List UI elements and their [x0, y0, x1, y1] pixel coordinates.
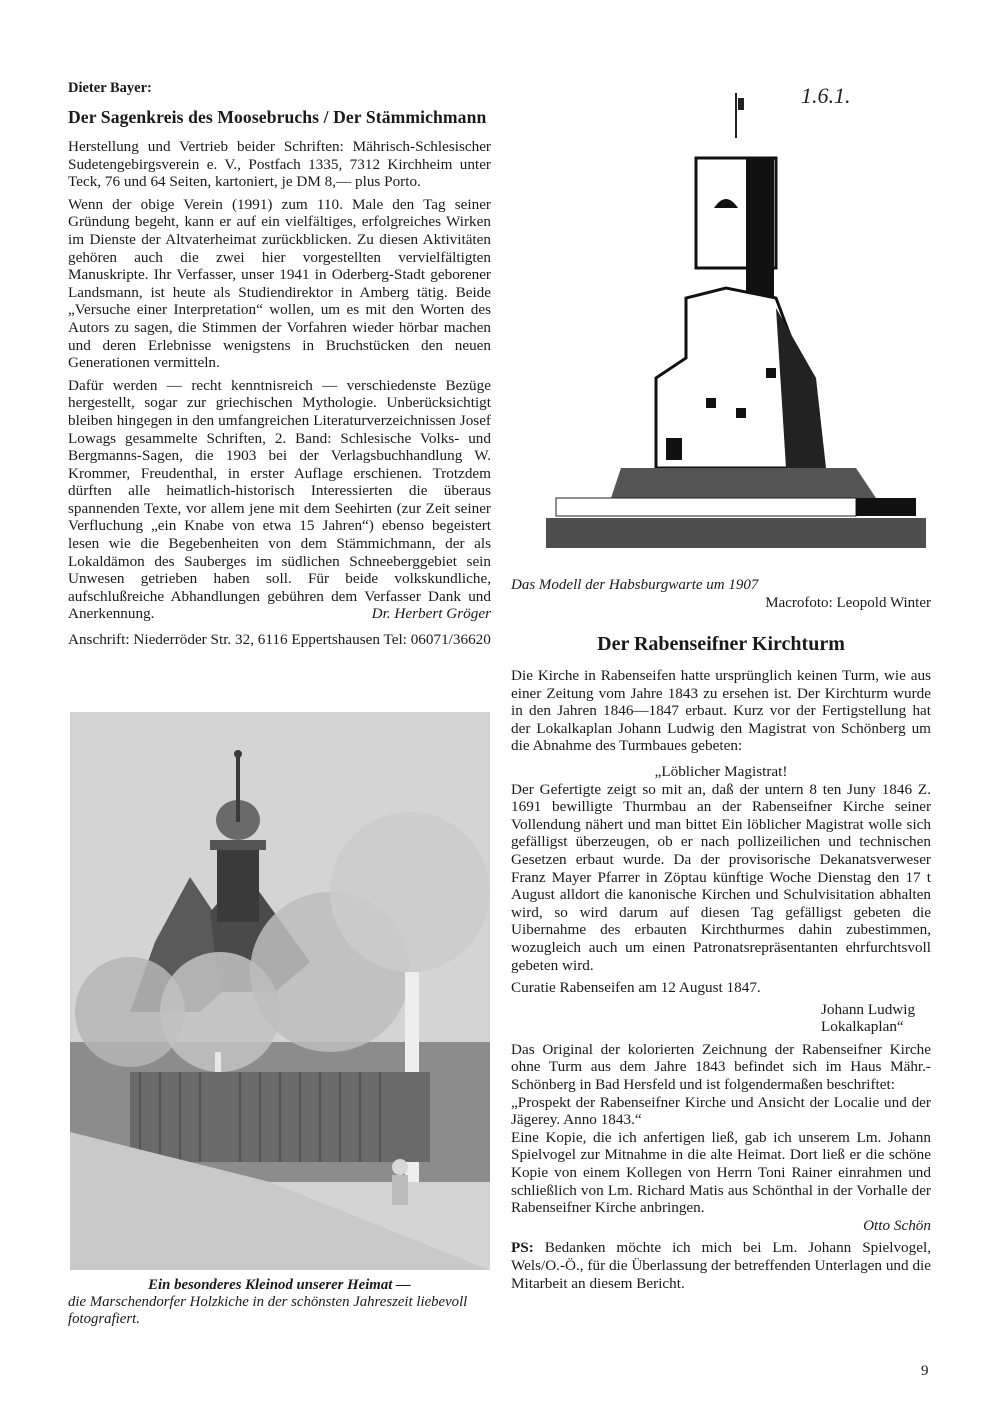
- photo-credit: Macrofoto: Leopold Winter: [765, 595, 931, 611]
- right-photo-caption: [511, 577, 931, 612]
- left-photo-caption: [68, 1277, 491, 1328]
- article-author: Otto Schön: [863, 1216, 931, 1234]
- paragraph-text: Dafür werden — recht kenntnisreich — verschiedenste Bezüge hergestellt, sogar zur griechischen Mythologie. Unberücksichtigt bleiben hingegen in den umfangreichen Literaturverzeichnissen Josef Lowags gesammelte Schriften, 2. Band: Schlesische Volks- und Bergmanns-Sagen, die 1903 bei der Verlagsbuchhandlung W. Krommer, Freudenthal, in erster Auflage erschienen. Trotzdem dürften alle heimatlich-historisch Interessierten die überaus spannenden Texte, vor allem jene mit dem Seehirten (zur Zeit seiner Verfluchung „ein Knabe von etwa 15 Jahren“) ebenso begeistert lesen wie die Begebenheiten von dem Stämmichmann, der als Lokaldämon des Sauberges im südlichen Schneeberggebiet sein Unwesen getrieben haben soll. Für beide volkskundliche, aufschlußreiche Abhandlungen gebühren dem Verfasser Dank und Anerkennung.: [68, 376, 491, 623]
- paragraph: Das Original der kolorierten Zeichnung der Rabenseifner Kirche ohne Turm aus dem Jahre 1843 befindet sich im Haus Mähr.-Schönberg in Bad Hersfeld und ist folgendermaßen beschriftet:: [511, 1040, 931, 1094]
- church-photo-icon: [70, 712, 490, 1270]
- paragraph: [68, 377, 491, 623]
- article-title: Der Rabenseifner Kirchturm: [597, 633, 845, 655]
- letter-body: Der Gefertigte zeigt so mit an, daß der untern 8 ten Juny 1846 Z. 1691 bewilligte Thurmbau an der Rabenseifner Kirche seiner Vollendung nähert und man bittet Ein löblicher Magistrat wolle sich gefälligst überzeugen, ob er nach pollizeilichen und technischen Gesetzen erbaut wurde. Da der provisorische Dekanatsverweser Franz Mayer Pfarrer in Zöptau künftige Woche Dienstag den 17 t August alldort die kanonische Kirchen und Schulvisitation abhalten wird, so wird darum auf diesen Tag gefälligst gebeten die Uibernahme des erbauten Kirchthurmes dahin zubestimmen, wozugleich auch um einen Patronatsrepräsentanten ehrfurchtsvoll gebeten wird.: [511, 780, 931, 974]
- address: Anschrift: Niederröder Str. 32, 6116 Eppertshausen Tel: 06071/36620: [68, 631, 491, 649]
- ps-label: PS:: [511, 1239, 534, 1257]
- paragraph: Die Kirche in Rabenseifen hatte ursprünglich keinen Turm, wie aus einer Zeitung vom Jahre 1843 zu ersehen ist. Der Kirchturm wurde in den Jahren 1846—1847 erbaut. Kurz vor der Fertigstellung hat der Lokalkaplan Johann Ludwig den Magistrat von Schönberg um die Abnahme des Turmbaues gebeten:: [511, 667, 931, 755]
- page-number: 9: [921, 1363, 929, 1379]
- tower-model-photo-icon: [536, 78, 931, 566]
- letter-signature-title: Lokalkaplan“: [821, 1018, 904, 1036]
- caption-title: Ein besonderes Kleinod unserer Heimat —: [148, 1277, 411, 1293]
- reviewer-signature: Dr. Herbert Gröger: [371, 605, 491, 623]
- handwritten-note: 1.6.1.: [801, 83, 851, 108]
- caption-title: Das Modell der Habsburgwarte um 1907: [511, 577, 759, 593]
- letter-signature-name: Johann Ludwig: [821, 1000, 916, 1018]
- letter-salutation: „Löblicher Magistrat!: [654, 762, 788, 780]
- postscript: [511, 1239, 931, 1292]
- ps-text: Bedanken möchte ich mich bei Lm. Johann Spielvogel, Wels/O.-Ö., für die Überlassung der betreffenden Unterlagen und die Mitarbeit an diesem Bericht.: [511, 1239, 931, 1292]
- left-article: [68, 80, 491, 649]
- article-author: Dieter Bayer:: [68, 80, 152, 96]
- article-title: Der Sagenkreis des Moosebruchs / Der Stämmichmann: [68, 107, 487, 127]
- caption-text: die Marschendorfer Holzkiche in der schönsten Jahreszeit liebevoll fotografiert.: [68, 1294, 468, 1327]
- right-article: [511, 667, 931, 1292]
- letter-place-date: Curatie Rabenseifen am 12 August 1847.: [511, 979, 761, 997]
- quote: „Prospekt der Rabenseifner Kirche und Ansicht der Localie und der Jägerey. Anno 1843.“: [511, 1093, 931, 1129]
- paragraph: Eine Kopie, die ich anfertigen ließ, gab ich unserem Lm. Johann Spielvogel zur Mitnahme in die alte Heimat. Dort ließ er die schöne Kopie von einem Kollegen von Herrn Toni Rainer einrahmen und schließlich von Lm. Richard Matis aus Schönthal in der Vorhalle der Rabenseifner Kirche anbringen.: [511, 1128, 931, 1217]
- paragraph: Herstellung und Vertrieb beider Schriften: Mährisch-Schlesischer Sudetengebirgsverein e. V., Postfach 1335, 7312 Kirchheim unter Teck, 76 und 64 Seiten, kartoniert, je DM 8,— plus Porto.: [68, 138, 491, 191]
- paragraph: Wenn der obige Verein (1991) zum 110. Male den Tag seiner Gründung begeht, kann er auf ein vielfältiges, erfolgreiches Wirken im Dienste der Altvaterheimat zurückblicken. Zu diesen Aktivitäten gehören auch die zwei hier vorgestellten vervielfältigten Manuskripte. Ihr Verfasser, unser 1941 in Oderberg-Stadt geborener Landsmann, ist heute als Studiendirektor in Amberg tätig. Beide „Versuche einer Interpretation“ wollen, um es mit den Worten des Autors zu sagen, die Stimmen der Vorfahren wieder hörbar machen und deren Erlebnisse wenigstens in Bruchstücken den neuen Generationen vermitteln.: [68, 195, 491, 372]
